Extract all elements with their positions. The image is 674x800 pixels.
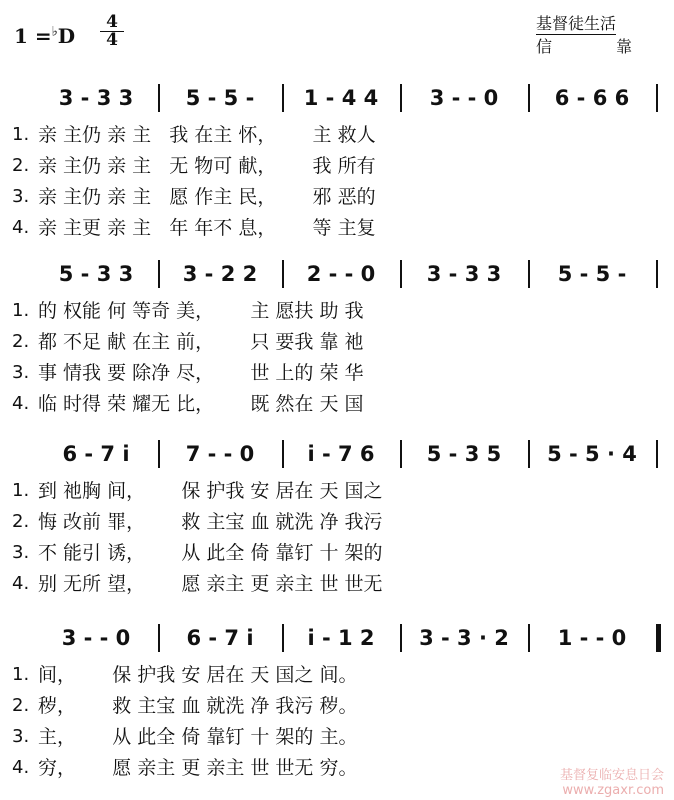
- notation-line: [0, 436, 674, 472]
- lyric-text: 间， 保 护我 安 居在 天 国之 间。: [38, 664, 358, 686]
- verse-number: 3.: [12, 362, 30, 383]
- time-signature: [100, 14, 124, 49]
- lyric-text: 都 不足 献 在主 前， 只 要我 靠 祂: [38, 331, 364, 353]
- watermark-line1: 基督复临安息日会: [559, 768, 664, 783]
- measure: 3 - - 0: [429, 86, 499, 110]
- lyric-line: [0, 151, 674, 181]
- verse-number: 1.: [12, 664, 30, 685]
- barline: [400, 440, 402, 468]
- barline: [158, 84, 160, 112]
- lyric-text: 亲 主仍 亲 主 我 在主 怀， 主 救人: [38, 124, 376, 146]
- lyric-line: [0, 213, 674, 243]
- lyric-text: 悔 改前 罪， 救 主宝 血 就洗 净 我污: [38, 511, 383, 533]
- verse-number: 4.: [12, 757, 30, 778]
- lyric-line: [0, 691, 674, 721]
- measure: 3 - 2 2: [182, 262, 258, 286]
- lyric-line: [0, 538, 674, 568]
- credit-title-char-2: 靠: [615, 37, 632, 56]
- barline: [282, 260, 284, 288]
- measure: 3 - - 0: [61, 626, 131, 650]
- lyric-line: [0, 660, 674, 690]
- lyric-text: 主， 从 此全 倚 靠钉 十 架的 主。: [38, 726, 358, 748]
- lyric-text: 事 情我 要 除净 尽， 世 上的 荣 华: [38, 362, 364, 384]
- measure: 5 - 3 3: [58, 262, 134, 286]
- verse-number: 4.: [12, 573, 30, 594]
- watermark: [560, 768, 664, 798]
- verse-number: 2.: [12, 695, 30, 716]
- notation-line: [0, 80, 674, 116]
- barline: [528, 260, 530, 288]
- verse-number: 2.: [12, 155, 30, 176]
- verse-number: 3.: [12, 186, 30, 207]
- notation-line: [0, 620, 674, 656]
- verse-number: 1.: [12, 480, 30, 501]
- barline: [282, 624, 284, 652]
- lyric-line: [0, 389, 674, 419]
- lyric-text: 别 无所 望， 愿 亲主 更 亲主 世 世无: [38, 573, 383, 595]
- time-top: 4: [106, 12, 118, 32]
- lyric-line: [0, 507, 674, 537]
- verse-number: 2.: [12, 511, 30, 532]
- barline: [400, 260, 402, 288]
- barline: [282, 84, 284, 112]
- measure: i - 7 6: [307, 442, 375, 466]
- barline: [656, 84, 658, 112]
- verse-number: 3.: [12, 726, 30, 747]
- barline: [528, 624, 530, 652]
- measure: 6 - 7 i: [62, 442, 130, 466]
- lyric-line: [0, 296, 674, 326]
- measure: 2 - - 0: [306, 262, 376, 286]
- measure: 5 - 5 -: [185, 86, 255, 110]
- measure: 3 - 3 3: [426, 262, 502, 286]
- lyric-text: 不 能引 诱， 从 此全 倚 靠钉 十 架的: [38, 542, 383, 564]
- barline: [400, 624, 402, 652]
- measure: 6 - 7 i: [186, 626, 254, 650]
- watermark-line2: www.zgaxr.com: [562, 783, 664, 798]
- lyric-line: [0, 358, 674, 388]
- verse-number: 1.: [12, 124, 30, 145]
- measure: 5 - 3 5: [426, 442, 502, 466]
- verse-number: 4.: [12, 393, 30, 414]
- measure: i - 1 2: [307, 626, 375, 650]
- lyric-text: 亲 主仍 亲 主 愿 作主 民， 邪 恶的: [38, 186, 376, 208]
- measure: 6 - 6 6: [554, 86, 630, 110]
- verse-number: 3.: [12, 542, 30, 563]
- measure: 3 - 3 3: [58, 86, 134, 110]
- measure: 5 - 5 -: [557, 262, 627, 286]
- lyric-text: 的 权能 何 等奇 美， 主 愿扶 助 我: [38, 300, 364, 322]
- lyric-text: 秽， 救 主宝 血 就洗 净 我污 秽。: [38, 695, 358, 717]
- barline: [158, 260, 160, 288]
- measure: 1 - - 0: [557, 626, 627, 650]
- lyric-line: [0, 327, 674, 357]
- credit-title-char-1: 信: [536, 37, 553, 56]
- barline: [656, 260, 658, 288]
- credit-source: 基督徒生活: [536, 14, 617, 33]
- barline: [158, 440, 160, 468]
- measure: 1 - 4 4: [303, 86, 379, 110]
- key-prefix: 1 =: [14, 24, 52, 48]
- key-letter: D: [57, 24, 76, 48]
- lyric-text: 亲 主更 亲 主 年 年不 息， 等 主复: [38, 217, 376, 239]
- barline: [656, 440, 658, 468]
- verse-number: 1.: [12, 300, 30, 321]
- barline: [528, 440, 530, 468]
- lyric-line: [0, 182, 674, 212]
- lyric-line: [0, 120, 674, 150]
- verse-number: 4.: [12, 217, 30, 238]
- credit-title: [536, 37, 632, 57]
- time-bottom: 4: [100, 31, 124, 49]
- verse-number: 2.: [12, 331, 30, 352]
- measure: 5 - 5 · 4: [547, 442, 637, 466]
- barline: [282, 440, 284, 468]
- flat-sign: ♭: [51, 24, 58, 40]
- lyric-text: 临 时得 荣 耀无 比， 既 然在 天 国: [38, 393, 364, 415]
- measure: 3 - 3 · 2: [419, 626, 509, 650]
- notation-line: [0, 256, 674, 292]
- barline: [400, 84, 402, 112]
- measure: 7 - - 0: [185, 442, 255, 466]
- lyric-line: [0, 722, 674, 752]
- barline: [158, 624, 160, 652]
- lyric-line: [0, 569, 674, 599]
- lyric-line: [0, 476, 674, 506]
- barline: [528, 84, 530, 112]
- lyric-text: 到 祂胸 间， 保 护我 安 居在 天 国之: [38, 480, 383, 502]
- lyric-text: 穷， 愿 亲主 更 亲主 世 世无 穷。: [38, 757, 358, 779]
- key-signature: [14, 24, 75, 48]
- barline: [656, 624, 661, 652]
- lyric-text: 亲 主仍 亲 主 无 物可 献， 我 所有: [38, 155, 376, 177]
